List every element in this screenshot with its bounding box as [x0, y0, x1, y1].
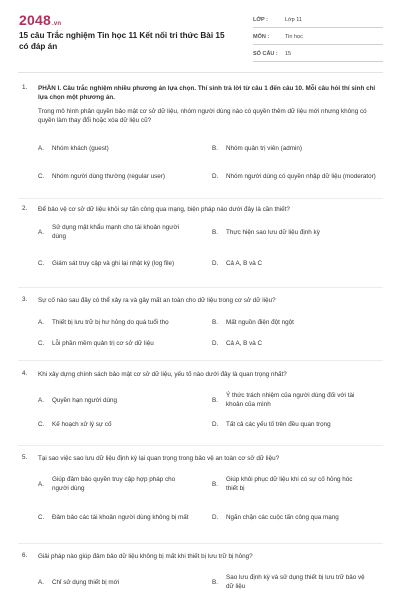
option-d[interactable] [212, 507, 382, 527]
option-text: Sao lưu định kỳ và sử dụng thiết bị lưu trữ bảo vệ dữ liệu [226, 574, 365, 590]
option-text: Sử dụng mật khẩu mạnh cho tài khoản người dùng [52, 224, 180, 240]
meta-row-subject [253, 30, 383, 45]
option-text: Giám sát truy cập và ghi lại nhật ký (log file) [52, 259, 175, 267]
option-letter: C. [38, 420, 45, 428]
option-b[interactable] [212, 572, 382, 592]
option-letter: D. [212, 259, 219, 267]
question-number: 6. [22, 552, 28, 559]
option-text: Cả A, B và C [226, 339, 263, 347]
option-letter: A. [38, 228, 44, 236]
question-number: 4. [22, 370, 28, 377]
option-text: Nhóm người dùng thường (regular user) [52, 172, 165, 180]
option-text: Thực hiện sao lưu dữ liệu định kỳ [226, 228, 320, 236]
option-text: Tất cả các yếu tố trên đều quan trọng [226, 420, 331, 428]
option-letter: B. [212, 318, 218, 326]
option-letter: C. [38, 339, 45, 347]
question-3 [22, 296, 382, 356]
option-b[interactable] [212, 390, 382, 410]
question-separator [18, 360, 383, 361]
option-c[interactable] [38, 337, 208, 349]
option-letter: D. [212, 172, 219, 180]
option-text: Kế hoạch xử lý sự cố [52, 420, 112, 428]
question-separator [18, 287, 383, 288]
option-text: Giúp khôi phục dữ liệu khi có sự cố hỏng hóc thiết bị [226, 476, 353, 492]
option-letter: B. [212, 480, 218, 488]
option-letter: A. [38, 318, 44, 326]
meta-value: 15 [285, 51, 292, 57]
question-text: Để bảo vệ cơ sở dữ liệu khỏi sự tấn công qua mạng, biện pháp nào dưới đây là cần thiết? [38, 206, 290, 213]
option-letter: A. [38, 144, 44, 152]
option-letter: D. [212, 339, 219, 347]
option-a[interactable] [38, 222, 208, 242]
question-separator [18, 198, 383, 199]
option-a[interactable] [38, 474, 208, 494]
option-text: Ý thức trách nhiệm của người dùng đối với tài khoản của mình [226, 392, 355, 408]
meta-label: MÔN : [253, 34, 270, 40]
option-letter: D. [212, 513, 219, 521]
question-text: Sự cố nào sau đây có thể xảy ra và gây mất an toàn cho dữ liệu trong cơ sở dữ liệu? [38, 297, 276, 304]
option-text: Nhóm người dùng có quyền nhập dữ liệu (moderator) [226, 172, 376, 180]
option-letter: A. [38, 578, 44, 586]
option-c[interactable] [38, 507, 208, 527]
meta-label: LỚP : [253, 17, 268, 23]
section-heading: PHẦN I. Câu trắc nghiệm nhiều phương án lựa chọn. Thí sinh trả lời từ câu 1 đến câu 10. Mỗi câu hỏi thí sinh chỉ lựa chọn một phương án. [38, 85, 376, 101]
question-number: 2. [22, 205, 28, 212]
option-text: Nhóm khách (guest) [52, 144, 109, 152]
question-text: Khi xây dựng chính sách bảo mật cơ sở dữ liệu, yếu tố nào dưới đây là quan trọng nhất? [38, 371, 287, 378]
meta-label: SỐ CÂU : [253, 51, 278, 57]
logo-text: 2048 [19, 12, 51, 28]
question-separator [18, 445, 383, 446]
logo-suffix: .vn [51, 21, 62, 27]
option-c[interactable] [38, 166, 208, 186]
question-5 [22, 454, 382, 540]
option-text: Quyền hạn người dùng [52, 396, 118, 404]
option-text: Cả A, B và C [226, 259, 263, 267]
option-letter: C. [38, 513, 45, 521]
option-a[interactable] [38, 390, 208, 410]
document-header [0, 0, 400, 66]
question-separator [18, 543, 383, 544]
option-a[interactable] [38, 572, 208, 592]
meta-row-class [253, 13, 383, 28]
question-2 [22, 205, 382, 283]
option-text: Lỗi phần mềm quản trị cơ sở dữ liệu [52, 339, 154, 347]
site-logo[interactable] [19, 12, 61, 28]
option-letter: A. [38, 480, 44, 488]
option-d[interactable] [212, 166, 377, 186]
option-c[interactable] [38, 253, 208, 273]
option-text: Giúp đảm bảo quyền truy cập hợp pháp cho người dùng [52, 476, 176, 492]
option-d[interactable] [212, 337, 382, 349]
meta-info [253, 13, 383, 64]
option-text: Thiết bị lưu trữ bị hư hỏng do quá tuổi thọ [52, 318, 169, 326]
option-b[interactable] [212, 142, 382, 154]
option-c[interactable] [38, 418, 208, 430]
option-text: Ngăn chặn các cuộc tấn công qua mạng [226, 513, 339, 521]
option-letter: B. [212, 228, 218, 236]
question-1 [22, 84, 382, 194]
option-text: Mất nguồn điện đột ngột [226, 318, 294, 326]
page-title: 15 câu Trắc nghiệm Tin học 11 Kết nối tri thức Bài 15 có đáp án [19, 31, 225, 51]
option-letter: B. [212, 144, 218, 152]
option-letter: C. [38, 172, 45, 180]
option-a[interactable] [38, 316, 208, 328]
question-number: 3. [22, 296, 28, 303]
question-text: Tại sao việc sao lưu dữ liệu định kỳ lại quan trọng trong bảo vệ an toàn cơ sở dữ liệu? [38, 455, 280, 462]
option-text: Đảm bảo các tài khoản người dùng không bị mất [52, 513, 189, 521]
meta-row-count [253, 47, 383, 62]
option-d[interactable] [212, 418, 382, 430]
header-divider [18, 72, 383, 73]
option-text: Chỉ sử dụng thiết bị mới [52, 578, 120, 586]
question-text: Trong mô hình phân quyền bảo mật cơ sở dữ liệu, nhóm người dùng nào có quyền thêm dữ liệu mới nhưng không có quyền làm thay đổi hoặc xóa dữ liệu cũ? [38, 108, 367, 124]
meta-value: Lớp 11 [285, 17, 302, 23]
option-letter: D. [212, 420, 219, 428]
option-b[interactable] [212, 474, 382, 494]
option-letter: C. [38, 259, 45, 267]
option-a[interactable] [38, 142, 208, 154]
option-letter: B. [212, 578, 218, 586]
option-b[interactable] [212, 222, 382, 242]
question-number: 5. [22, 454, 28, 461]
option-letter: B. [212, 396, 218, 404]
option-b[interactable] [212, 316, 382, 328]
question-text: Giải pháp nào giúp đảm bảo dữ liệu không bị mất khi thiết bị lưu trữ bị hỏng? [38, 553, 253, 560]
question-4 [22, 370, 382, 442]
option-letter: A. [38, 396, 44, 404]
question-6 [22, 552, 382, 598]
meta-value: Tin học [285, 34, 303, 40]
question-number: 1. [22, 84, 28, 91]
option-text: Nhóm quản trị viên (admin) [226, 144, 302, 152]
option-d[interactable] [212, 253, 382, 273]
